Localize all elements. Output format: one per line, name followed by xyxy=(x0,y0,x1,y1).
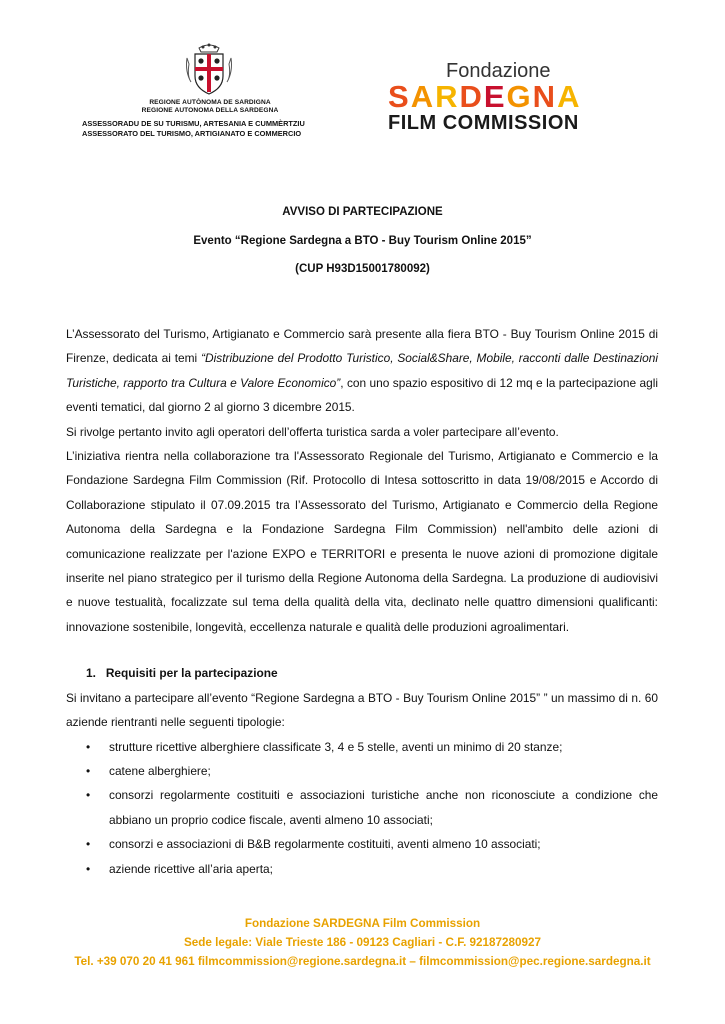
list-item xyxy=(66,735,658,759)
region-name-sardinian: REGIONE AUTÒNOMA DE SARDIGNA xyxy=(149,99,271,106)
region-name-italian: REGIONE AUTONOMA DELLA SARDEGNA xyxy=(141,107,279,114)
section1-heading xyxy=(66,661,658,685)
footer-contacts: Tel. +39 070 20 41 961 filmcommission@regione.sardegna.it – filmcommission@pec.regione.sardegna.it xyxy=(74,955,651,968)
logo-film-commission-text: FILM COMMISSION xyxy=(388,112,579,134)
section1-intro: Si invitano a partecipare all’evento “Regione Sardegna a BTO - Buy Tourism Online 2015” ” un massimo di n. 60 aziende rientranti nelle seguenti tipologie: xyxy=(66,690,658,730)
logo-letter: R xyxy=(435,79,460,114)
assessorato-italian: ASSESSORATO DEL TURISMO, ARTIGIANATO E COMMERCIO xyxy=(82,128,302,138)
page-footer xyxy=(0,914,725,971)
logo-letter: A xyxy=(557,79,582,114)
intro-themes-italic: “Distribuzione del Prodotto Turistico, Social&Share, Mobile, racconti dalle Destinazioni Turistiche, rapporto tra Cultura e Valore Economico” xyxy=(66,351,658,390)
logo-letter: A xyxy=(410,79,436,114)
logo-letter: N xyxy=(532,79,558,114)
fondazione-logo xyxy=(388,60,608,134)
bullet: • xyxy=(86,837,91,852)
logo-letter: D xyxy=(459,79,484,114)
list-item-text: consorzi regolarmente costituiti e associazioni turistiche anche non riconosciute a condizione che abbiano un proprio codice fiscale, aventi almeno 10 associati; xyxy=(109,788,658,827)
collaboration-paragraph: L’iniziativa rientra nella collaborazione tra l'Assessorato Regionale del Turismo, Artigianato e Commercio e la Fondazione Sardegna Film Commission (Rif. Protocollo di Intesa sottoscritto in data 19/08/2015 e Accordo di Collaborazione stipulato il 07.09.2015 tra l’Assessorato del Turismo, Artigianato e Commercio della Regione Autonoma della Sardegna e la Fondazione Sardegna Film Commission) nell'ambito delle azioni di comunicazione realizzate per l'azione EXPO e TERRITORI e presenta le nuove azioni di promozione digitale inserite nel piano strategico per il turismo della Regione Autonoma della Sardegna. La produzione di audiovisivi e nuove testualità, focalizzate sul tema della qualità della vita, declinato nelle quattro dimensioni qualificanti: innovazione sostenibile, longevità, eccellenza naturale e qualità delle produzioni agroalimentari. xyxy=(66,449,658,634)
document-body xyxy=(66,322,658,881)
footer-org-name: Fondazione SARDEGNA Film Commission xyxy=(244,917,481,930)
sardinia-coat-of-arms-icon xyxy=(183,42,235,98)
bullet: • xyxy=(86,861,91,876)
list-item xyxy=(66,783,658,832)
section1-number: 1. xyxy=(86,666,96,681)
logo-letter: S xyxy=(388,79,411,114)
event-title: Evento “Regione Sardegna a BTO - Buy Tourism Online 2015” xyxy=(193,235,532,247)
logo-letter: E xyxy=(483,79,507,114)
list-item xyxy=(66,857,658,881)
invite-paragraph: Si rivolge pertanto invito agli operatori dell’offerta turistica sarda a voler partecipare all’evento. xyxy=(66,424,559,439)
list-item xyxy=(66,759,658,783)
assessorato-sardinian: ASSESSORADU DE SU TURISMU, ARTESANIA E CUMMÈRTZIU xyxy=(82,119,305,128)
logo-fondazione-text: Fondazione xyxy=(446,60,551,82)
notice-title: AVVISO DI PARTECIPAZIONE xyxy=(282,206,443,218)
intro-text-a: L’Assessorato del Turismo, Artigianato e Commercio sarà presente alla fiera BTO - Buy Tourism Online 2015 di Firenze, dedicata ai temi xyxy=(66,327,658,366)
list-item-text: aziende ricettive all’aria aperta; xyxy=(109,861,273,876)
requirements-list xyxy=(66,735,658,881)
list-item-text: catene alberghiere; xyxy=(109,763,211,778)
logo-sardegna-text xyxy=(388,79,608,114)
logo-letter: G xyxy=(506,79,533,114)
intro-paragraph xyxy=(66,322,658,420)
intro-text-b: , con uno spazio espositivo di 12 mq e la partecipazione agli eventi tematici, dal giorno 2 al giorno 3 dicembre 2015. xyxy=(66,375,658,415)
bullet: • xyxy=(86,739,91,754)
footer-address: Sede legale: Viale Trieste 186 - 09123 Cagliari - C.F. 92187280927 xyxy=(183,936,542,949)
region-header xyxy=(60,99,360,138)
cup-code: (CUP H93D15001780092) xyxy=(295,263,430,275)
bullet: • xyxy=(86,763,91,778)
bullet: • xyxy=(86,788,91,803)
list-item-text: consorzi e associazioni di B&B regolarmente costituiti, aventi almeno 10 associati; xyxy=(109,837,541,852)
section1-title: Requisiti per la partecipazione xyxy=(105,666,278,681)
list-item-text: strutture ricettive alberghiere classificate 3, 4 e 5 stelle, aventi un minimo di 20 stanze; xyxy=(109,739,563,754)
list-item xyxy=(66,832,658,856)
